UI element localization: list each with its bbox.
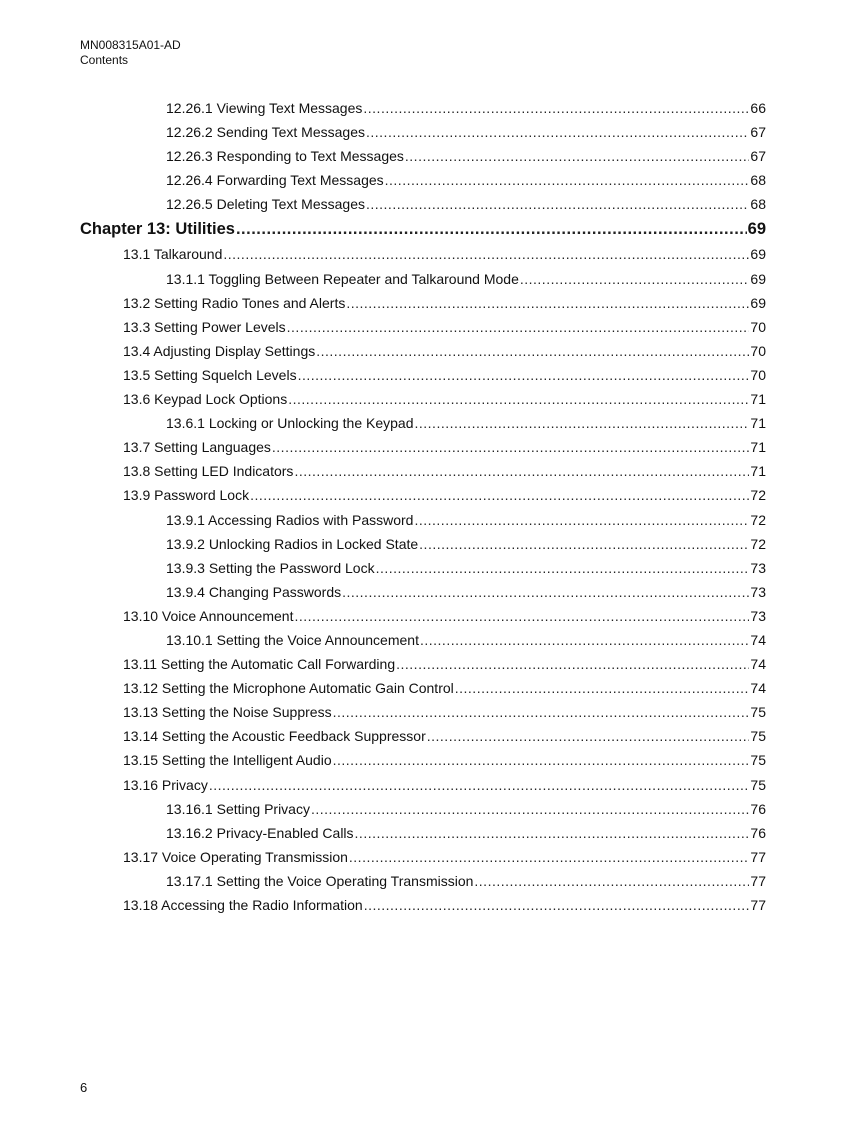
toc-entry-title[interactable]: 13.9.1 Accessing Radios with Password <box>166 511 414 528</box>
toc-entry-page[interactable]: 67 <box>750 148 766 165</box>
toc-dot-leader <box>333 748 750 772</box>
toc-dot-leader <box>209 773 750 797</box>
toc-dot-leader <box>520 267 750 291</box>
toc-dot-leader <box>427 724 750 748</box>
toc-entry[interactable] <box>80 363 766 387</box>
document-id: MN008315A01-AD <box>80 38 181 52</box>
toc-entry[interactable] <box>80 411 766 435</box>
toc-entry-title[interactable]: 13.1 Talkaround <box>123 246 223 263</box>
toc-dot-leader <box>366 120 749 144</box>
toc-entry-title[interactable]: 13.9.2 Unlocking Radios in Locked State <box>166 535 419 552</box>
toc-entry-title[interactable]: 13.4 Adjusting Display Settings <box>123 342 316 359</box>
toc-entry-page[interactable]: 75 <box>750 728 766 745</box>
toc-entry[interactable] <box>80 845 766 869</box>
toc-entry-page[interactable]: 69 <box>747 220 766 239</box>
toc-entry-title[interactable]: 13.9.3 Setting the Password Lock <box>166 559 375 576</box>
toc-entry-page[interactable]: 69 <box>750 294 766 311</box>
toc-entry-page[interactable]: 74 <box>750 631 766 648</box>
toc-dot-leader <box>333 700 750 724</box>
toc-entry-page[interactable]: 69 <box>750 270 766 287</box>
toc-entry-title[interactable]: 13.10.1 Setting the Voice Announcement <box>166 631 419 648</box>
toc-entry[interactable] <box>80 724 766 748</box>
toc-entry-title[interactable]: 13.16 Privacy <box>123 776 208 793</box>
toc-entry-page[interactable]: 76 <box>750 824 766 841</box>
toc-entry-title[interactable]: 13.11 Setting the Automatic Call Forwarding <box>123 656 396 673</box>
toc-entry[interactable] <box>80 556 766 580</box>
toc-dot-leader <box>414 508 749 532</box>
toc-entry-title[interactable]: 13.7 Setting Languages <box>123 439 271 456</box>
toc-entry-title[interactable]: 13.10 Voice Announcement <box>123 607 294 624</box>
toc-entry[interactable] <box>80 869 766 893</box>
toc-entry-page[interactable]: 77 <box>750 897 766 913</box>
toc-entry-page[interactable]: 72 <box>750 511 766 528</box>
toc-entry-page[interactable]: 74 <box>750 656 766 673</box>
toc-dot-leader <box>455 676 750 700</box>
toc-entry-title[interactable]: 13.18 Accessing the Radio Information <box>123 897 363 913</box>
toc-entry-title[interactable]: 13.9 Password Lock <box>123 487 250 504</box>
toc-dot-leader <box>385 168 750 192</box>
toc-dot-leader <box>250 483 749 507</box>
page-number: 6 <box>80 1080 88 1095</box>
toc-entry[interactable] <box>80 748 766 772</box>
toc-entry-page[interactable]: 70 <box>750 342 766 359</box>
toc-dot-leader <box>316 339 749 363</box>
toc-entry[interactable] <box>80 242 766 266</box>
toc-entry-page[interactable]: 69 <box>750 246 766 263</box>
toc-entry-title[interactable]: Chapter 13: Utilities <box>80 220 235 239</box>
toc-entry[interactable] <box>80 773 766 797</box>
toc-dot-leader <box>288 387 749 411</box>
toc-entry-page[interactable]: 70 <box>750 318 766 335</box>
toc-entry[interactable] <box>80 508 766 532</box>
toc-dot-leader <box>223 242 749 266</box>
toc-entry[interactable] <box>80 483 766 507</box>
toc-entry-page[interactable]: 71 <box>750 463 766 480</box>
section-title: Contents <box>80 53 129 67</box>
toc-entry-title[interactable]: 13.13 Setting the Noise Suppress <box>123 704 332 721</box>
toc-dot-leader <box>294 604 749 628</box>
toc-dot-leader <box>294 459 749 483</box>
toc-entry[interactable] <box>80 797 766 821</box>
toc-entry[interactable] <box>80 291 766 315</box>
toc-entry[interactable] <box>80 387 766 411</box>
toc-chapter-entry[interactable] <box>80 216 766 242</box>
toc-entry-title[interactable]: 13.5 Setting Squelch Levels <box>123 366 297 383</box>
toc-entry-title[interactable]: 13.17 Voice Operating Transmission <box>123 848 348 865</box>
toc-entry-title[interactable]: 13.17.1 Setting the Voice Operating Transmission <box>166 872 474 889</box>
toc-dot-leader <box>346 291 749 315</box>
toc-entry-title[interactable]: 13.16.1 Setting Privacy <box>166 800 310 817</box>
toc-entry-page[interactable]: 70 <box>750 366 766 383</box>
toc-dot-leader <box>311 797 749 821</box>
toc-dot-leader <box>366 192 749 216</box>
toc-entry-page[interactable]: 68 <box>750 172 766 189</box>
toc-entry[interactable] <box>80 532 766 556</box>
toc-entry[interactable] <box>80 676 766 700</box>
toc-entry-page[interactable]: 73 <box>750 559 766 576</box>
toc-entry-title[interactable]: 13.12 Setting the Microphone Automatic Gain Control <box>123 680 454 697</box>
toc-entry[interactable] <box>80 628 766 652</box>
toc-entry-title[interactable]: 13.14 Setting the Acoustic Feedback Suppressor <box>123 728 426 745</box>
toc-entry-page[interactable]: 71 <box>750 391 766 408</box>
toc-entry-page[interactable]: 66 <box>750 100 766 116</box>
toc-entry-title[interactable]: 12.26.1 Viewing Text Messages <box>166 100 363 116</box>
toc-entry-title[interactable]: 13.3 Setting Power Levels <box>123 318 286 335</box>
toc-dot-leader <box>363 96 749 120</box>
toc-entry[interactable] <box>80 652 766 676</box>
toc-dot-leader <box>272 435 750 459</box>
toc-entry[interactable] <box>80 96 766 120</box>
toc-entry[interactable] <box>80 821 766 845</box>
toc-entry-page[interactable]: 72 <box>750 487 766 504</box>
toc-dot-leader <box>342 580 749 604</box>
toc-entry-page[interactable]: 73 <box>750 607 766 624</box>
toc-dot-leader <box>364 893 750 917</box>
table-of-contents <box>80 96 766 917</box>
toc-entry-title[interactable]: 12.26.4 Forwarding Text Messages <box>166 172 384 189</box>
toc-entry-title[interactable]: 13.6.1 Locking or Unlocking the Keypad <box>166 415 414 432</box>
page-header <box>80 38 181 68</box>
toc-dot-leader <box>474 869 749 893</box>
toc-entry-page[interactable]: 73 <box>750 583 766 600</box>
toc-entry[interactable] <box>80 435 766 459</box>
toc-dot-leader <box>396 652 749 676</box>
toc-entry-page[interactable]: 71 <box>750 439 766 456</box>
toc-entry[interactable] <box>80 459 766 483</box>
toc-entry[interactable] <box>80 120 766 144</box>
toc-entry[interactable] <box>80 267 766 291</box>
toc-entry-page[interactable]: 75 <box>750 752 766 769</box>
toc-dot-leader <box>420 628 749 652</box>
toc-dot-leader <box>405 144 750 168</box>
toc-entry[interactable] <box>80 604 766 628</box>
toc-dot-leader <box>376 556 750 580</box>
toc-entry-page[interactable]: 67 <box>750 124 766 141</box>
toc-entry-page[interactable]: 77 <box>750 872 766 889</box>
toc-entry-title[interactable]: 12.26.5 Deleting Text Messages <box>166 196 365 213</box>
toc-entry-page[interactable]: 68 <box>750 196 766 213</box>
toc-entry-title[interactable]: 13.1.1 Toggling Between Repeater and Talkaround Mode <box>166 270 519 287</box>
toc-entry-title[interactable]: 13.16.2 Privacy-Enabled Calls <box>166 824 354 841</box>
toc-entry-page[interactable]: 75 <box>750 704 766 721</box>
toc-dot-leader <box>287 315 750 339</box>
toc-entry[interactable] <box>80 144 766 168</box>
toc-entry-page[interactable]: 76 <box>750 800 766 817</box>
toc-entry-page[interactable]: 72 <box>750 535 766 552</box>
toc-dot-leader <box>349 845 750 869</box>
toc-entry-page[interactable]: 71 <box>750 415 766 432</box>
toc-dot-leader <box>355 821 750 845</box>
toc-dot-leader <box>298 363 750 387</box>
toc-entry-title[interactable]: 12.26.2 Sending Text Messages <box>166 124 365 141</box>
toc-dot-leader <box>419 532 749 556</box>
toc-entry[interactable] <box>80 700 766 724</box>
toc-entry-title[interactable]: 12.26.3 Responding to Text Messages <box>166 148 404 165</box>
toc-entry-title[interactable]: 13.8 Setting LED Indicators <box>123 463 294 480</box>
toc-entry-title[interactable]: 13.9.4 Changing Passwords <box>166 583 342 600</box>
toc-dot-leader <box>415 411 750 435</box>
toc-entry[interactable] <box>80 192 766 216</box>
toc-entry[interactable] <box>80 168 766 192</box>
toc-entry[interactable] <box>80 580 766 604</box>
toc-entry[interactable] <box>80 893 766 917</box>
toc-entry-title[interactable]: 13.15 Setting the Intelligent Audio <box>123 752 332 769</box>
toc-dot-leader <box>236 216 747 242</box>
toc-entry-title[interactable]: 13.6 Keypad Lock Options <box>123 391 288 408</box>
toc-entry-title[interactable]: 13.2 Setting Radio Tones and Alerts <box>123 294 346 311</box>
toc-entry-page[interactable]: 75 <box>750 776 766 793</box>
toc-entry[interactable] <box>80 339 766 363</box>
toc-entry[interactable] <box>80 315 766 339</box>
toc-entry-page[interactable]: 74 <box>750 680 766 697</box>
toc-entry-page[interactable]: 77 <box>750 848 766 865</box>
